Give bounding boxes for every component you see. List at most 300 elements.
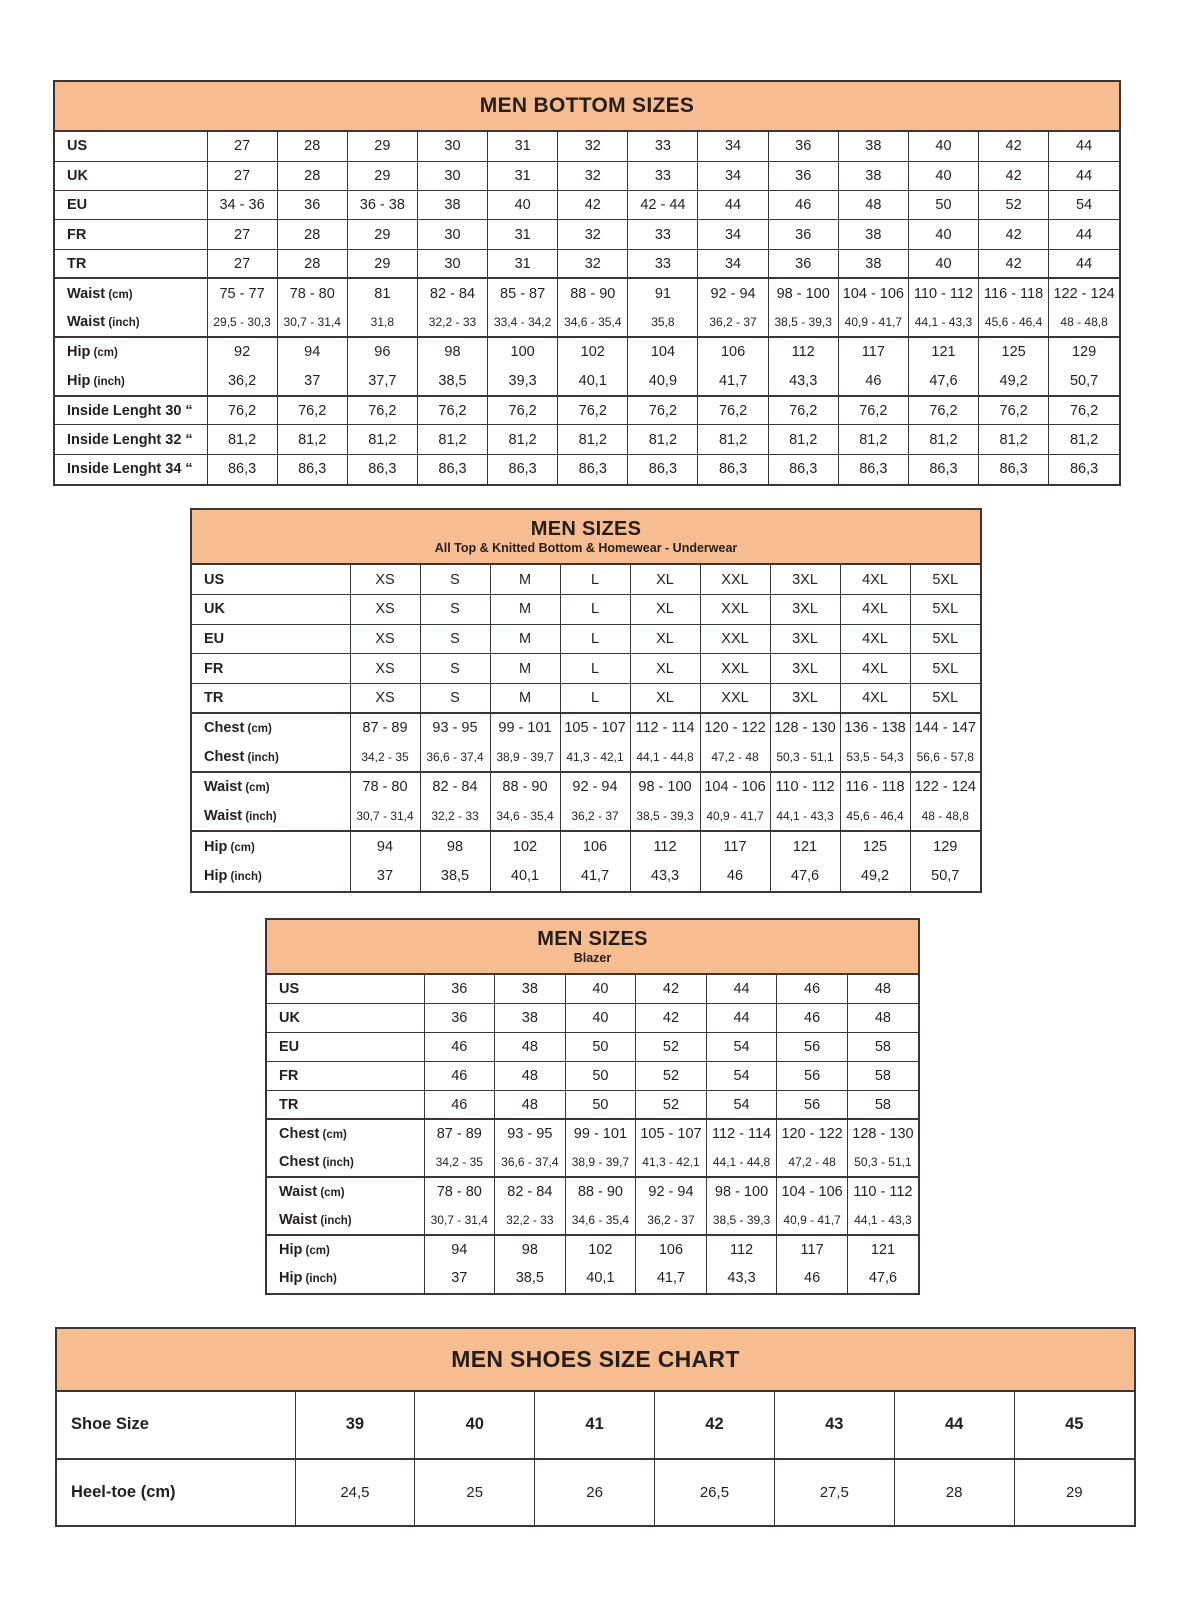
value-cell: 32,2 - 33 [417, 308, 487, 337]
value-cell: 86,3 [488, 454, 558, 483]
value-cell: 37,7 [347, 366, 417, 395]
value-cell: 86,3 [698, 454, 768, 483]
value-cell: 76,2 [207, 396, 277, 425]
value-cell: 58 [847, 1033, 918, 1062]
row-label: Hip (inch) [279, 1270, 337, 1287]
value-cell: 98 - 100 [706, 1177, 777, 1206]
value-cell: 31 [488, 132, 558, 161]
value-cell: 4XL [840, 654, 910, 684]
value-cell: 53,5 - 54,3 [840, 743, 910, 773]
value-cell: 102 [558, 337, 628, 366]
value-cell: 88 - 90 [565, 1177, 636, 1206]
value-cell: XXL [700, 565, 770, 595]
value-cell: M [490, 595, 560, 625]
value-cell: XXL [700, 683, 770, 713]
value-cell: 40,9 - 41,7 [777, 1206, 848, 1235]
value-cell: 104 - 106 [777, 1177, 848, 1206]
value-cell: 104 - 106 [700, 772, 770, 802]
value-cell: 46 [777, 1004, 848, 1033]
row-label: Hip (cm) [192, 831, 350, 861]
value-cell: 76,2 [698, 396, 768, 425]
value-cell: 54 [706, 1091, 777, 1120]
value-cell: 98 [495, 1235, 566, 1264]
table-row [192, 595, 980, 625]
value-cell: 98 - 100 [630, 772, 700, 802]
value-cell: 48 [495, 1062, 566, 1091]
value-cell: 98 - 100 [768, 278, 838, 307]
table-row [192, 743, 980, 773]
row-label: Waist (cm) [267, 1177, 424, 1206]
row-label-unit: (cm) [90, 347, 118, 360]
table-row [192, 772, 980, 802]
value-cell: 46 [777, 975, 848, 1004]
men-sizes-top-header [192, 510, 980, 565]
value-cell: 120 - 122 [777, 1119, 848, 1148]
row-label-unit: (inch) [90, 375, 125, 388]
value-cell: XL [630, 624, 700, 654]
value-cell: 50,7 [1049, 366, 1119, 395]
value-cell: 102 [565, 1235, 636, 1264]
value-cell: 38 [417, 191, 487, 220]
value-cell: 112 - 114 [706, 1119, 777, 1148]
value-cell: XS [350, 624, 420, 654]
value-cell: 92 [207, 337, 277, 366]
value-cell: 32 [558, 220, 628, 249]
value-cell: XL [630, 565, 700, 595]
value-cell: 44,1 - 43,3 [908, 308, 978, 337]
value-cell: 5XL [910, 683, 980, 713]
value-cell: 44 [706, 975, 777, 1004]
value-cell: L [560, 624, 630, 654]
table-row [192, 683, 980, 713]
row-label-unit: (inch) [242, 811, 277, 824]
value-cell: XS [350, 565, 420, 595]
value-cell: 24,5 [295, 1459, 415, 1526]
row-label: Chest (cm) [267, 1119, 424, 1148]
table-row [55, 337, 1119, 366]
value-cell: 44 [894, 1392, 1014, 1459]
value-cell: M [490, 683, 560, 713]
value-cell: 117 [700, 831, 770, 861]
table-title: MEN SIZES [530, 518, 642, 540]
value-cell: 33 [628, 132, 698, 161]
row-label: FR [192, 654, 350, 684]
value-cell: 121 [770, 831, 840, 861]
value-cell: 88 - 90 [490, 772, 560, 802]
table-row [267, 1062, 918, 1091]
value-cell: 5XL [910, 595, 980, 625]
value-cell: 86,3 [979, 454, 1049, 483]
row-label: Chest (inch) [279, 1154, 354, 1171]
men-sizes-blazer-table [265, 918, 920, 1295]
value-cell: 99 - 101 [565, 1119, 636, 1148]
value-cell: 42 [636, 1004, 707, 1033]
value-cell: 121 [908, 337, 978, 366]
value-cell: 37 [350, 861, 420, 891]
men-bottom-sizes-grid [55, 132, 1119, 484]
value-cell: 110 - 112 [770, 772, 840, 802]
value-cell: 39,3 [488, 366, 558, 395]
value-cell: 41,3 - 42,1 [636, 1148, 707, 1177]
value-cell: 31 [488, 220, 558, 249]
row-label-unit: (cm) [302, 1244, 330, 1257]
value-cell: 42 [655, 1392, 775, 1459]
table-row [192, 861, 980, 891]
value-cell: 30,7 - 31,4 [424, 1206, 495, 1235]
table-row [267, 1033, 918, 1062]
value-cell: 44 [1049, 249, 1119, 278]
value-cell: 56 [777, 1091, 848, 1120]
table-subtitle: All Top & Knitted Bottom & Homewear - Underwear [434, 541, 738, 555]
row-label: Waist (inch) [204, 808, 277, 825]
row-label: Chest (inch) [204, 748, 279, 765]
row-label: EU [192, 624, 350, 654]
value-cell: 28 [277, 132, 347, 161]
value-cell: 76,2 [908, 396, 978, 425]
value-cell: 40 [908, 249, 978, 278]
value-cell: 125 [840, 831, 910, 861]
row-label: Hip (cm) [55, 337, 207, 366]
value-cell: 4XL [840, 595, 910, 625]
table-row [55, 220, 1119, 249]
row-label: FR [267, 1062, 424, 1091]
row-label: US [67, 138, 88, 155]
value-cell: L [560, 565, 630, 595]
table-row [55, 396, 1119, 425]
value-cell: 34,6 - 35,4 [558, 308, 628, 337]
value-cell: 99 - 101 [490, 713, 560, 743]
row-label: UK [192, 595, 350, 625]
men-shoes-size-chart-table [55, 1327, 1136, 1527]
value-cell: 27 [207, 249, 277, 278]
value-cell: 86,3 [277, 454, 347, 483]
value-cell: 40,1 [558, 366, 628, 395]
row-label-unit: (inch) [105, 316, 140, 329]
value-cell: 50 [908, 191, 978, 220]
table-row [55, 308, 1119, 337]
value-cell: 38 [838, 132, 908, 161]
row-label-unit: (cm) [244, 723, 272, 736]
value-cell: 49,2 [840, 861, 910, 891]
row-label: Waist (cm) [192, 772, 350, 802]
value-cell: 46 [424, 1062, 495, 1091]
value-cell: 44 [706, 1004, 777, 1033]
value-cell: 36 [768, 249, 838, 278]
value-cell: 76,2 [979, 396, 1049, 425]
value-cell: 75 - 77 [207, 278, 277, 307]
value-cell: 44 [1049, 161, 1119, 190]
value-cell: 36 [768, 132, 838, 161]
value-cell: 81,2 [1049, 425, 1119, 454]
value-cell: 40 [908, 161, 978, 190]
value-cell: M [490, 654, 560, 684]
value-cell: 42 - 44 [628, 191, 698, 220]
value-cell: XXL [700, 654, 770, 684]
value-cell: 41,7 [560, 861, 630, 891]
value-cell: 81,2 [838, 425, 908, 454]
value-cell: 32 [558, 249, 628, 278]
value-cell: 81 [347, 278, 417, 307]
row-label-unit: (inch) [317, 1215, 352, 1228]
table-row [267, 1004, 918, 1033]
value-cell: 128 - 130 [847, 1119, 918, 1148]
table-row [55, 249, 1119, 278]
value-cell: 78 - 80 [277, 278, 347, 307]
value-cell: 30 [417, 249, 487, 278]
value-cell: 50,3 - 51,1 [770, 743, 840, 773]
value-cell: 42 [636, 975, 707, 1004]
table-row [267, 1091, 918, 1120]
value-cell: 86,3 [207, 454, 277, 483]
value-cell: 45 [1014, 1392, 1134, 1459]
value-cell: 81,2 [979, 425, 1049, 454]
value-cell: 32,2 - 33 [420, 802, 490, 832]
value-cell: 81,2 [277, 425, 347, 454]
value-cell: 34 [698, 132, 768, 161]
value-cell: 27 [207, 161, 277, 190]
value-cell: 40,1 [565, 1264, 636, 1293]
value-cell: 121 [847, 1235, 918, 1264]
table-row [55, 278, 1119, 307]
value-cell: 48 - 48,8 [910, 802, 980, 832]
row-label: Chest (cm) [192, 713, 350, 743]
value-cell: 76,2 [628, 396, 698, 425]
value-cell: 112 [706, 1235, 777, 1264]
value-cell: 48 [495, 1091, 566, 1120]
value-cell: 76,2 [768, 396, 838, 425]
row-label: Inside Lenght 32 “ [55, 425, 207, 454]
value-cell: 40 [565, 975, 636, 1004]
value-cell: 29 [347, 132, 417, 161]
value-cell: L [560, 683, 630, 713]
value-cell: 47,2 - 48 [700, 743, 770, 773]
value-cell: 81,2 [347, 425, 417, 454]
table-title: MEN BOTTOM SIZES [479, 94, 695, 117]
value-cell: 98 [420, 831, 490, 861]
value-cell: 86,3 [1049, 454, 1119, 483]
value-cell: 112 [768, 337, 838, 366]
table-title: MEN SIZES [537, 928, 648, 950]
value-cell: 34,6 - 35,4 [565, 1206, 636, 1235]
value-cell: 29 [1014, 1459, 1134, 1526]
value-cell: 86,3 [417, 454, 487, 483]
value-cell: 38,5 [417, 366, 487, 395]
value-cell: 52 [636, 1062, 707, 1091]
value-cell: 136 - 138 [840, 713, 910, 743]
value-cell: 29 [347, 220, 417, 249]
value-cell: 94 [277, 337, 347, 366]
value-cell: 52 [979, 191, 1049, 220]
value-cell: 52 [636, 1033, 707, 1062]
value-cell: 112 [630, 831, 700, 861]
value-cell: 27,5 [774, 1459, 894, 1526]
table-row [192, 654, 980, 684]
value-cell: 82 - 84 [495, 1177, 566, 1206]
row-label-unit: (cm) [319, 1129, 347, 1142]
value-cell: 122 - 124 [1049, 278, 1119, 307]
value-cell: 40 [908, 220, 978, 249]
value-cell: 110 - 112 [847, 1177, 918, 1206]
table-row [192, 565, 980, 595]
table-row [55, 191, 1119, 220]
table-row [267, 1119, 918, 1148]
value-cell: 78 - 80 [350, 772, 420, 802]
value-cell: 116 - 118 [979, 278, 1049, 307]
value-cell: L [560, 654, 630, 684]
value-cell: 43,3 [706, 1264, 777, 1293]
value-cell: M [490, 624, 560, 654]
table-row [192, 802, 980, 832]
value-cell: 105 - 107 [560, 713, 630, 743]
value-cell: 106 [636, 1235, 707, 1264]
value-cell: 44,1 - 43,3 [770, 802, 840, 832]
value-cell: 40 [415, 1392, 535, 1459]
value-cell: 36 [768, 161, 838, 190]
value-cell: 27 [207, 220, 277, 249]
value-cell: 3XL [770, 595, 840, 625]
value-cell: 46 [424, 1091, 495, 1120]
row-label: Inside Lenght 34 “ [55, 454, 207, 483]
value-cell: 26 [535, 1459, 655, 1526]
value-cell: 38 [495, 1004, 566, 1033]
value-cell: 81,2 [558, 425, 628, 454]
value-cell: 56 [777, 1062, 848, 1091]
row-label-unit: (inch) [227, 870, 262, 883]
table-row [55, 366, 1119, 395]
value-cell: 29,5 - 30,3 [207, 308, 277, 337]
value-cell: XL [630, 654, 700, 684]
value-cell: 58 [847, 1091, 918, 1120]
value-cell: 82 - 84 [420, 772, 490, 802]
value-cell: 31 [488, 249, 558, 278]
value-cell: 34,2 - 35 [424, 1148, 495, 1177]
value-cell: 40 [908, 132, 978, 161]
value-cell: 4XL [840, 565, 910, 595]
value-cell: 39 [295, 1392, 415, 1459]
value-cell: 38,5 [495, 1264, 566, 1293]
table-row [267, 1177, 918, 1206]
men-bottom-sizes-body [55, 132, 1119, 484]
value-cell: 34 [698, 220, 768, 249]
value-cell: 48 [847, 975, 918, 1004]
value-cell: XXL [700, 624, 770, 654]
value-cell: 38,5 - 39,3 [630, 802, 700, 832]
value-cell: 32 [558, 161, 628, 190]
value-cell: XL [630, 595, 700, 625]
value-cell: 36,2 [207, 366, 277, 395]
value-cell: 38 [838, 249, 908, 278]
value-cell: 33 [628, 249, 698, 278]
value-cell: 105 - 107 [636, 1119, 707, 1148]
value-cell: XXL [700, 595, 770, 625]
table-row [267, 1148, 918, 1177]
value-cell: 28 [277, 220, 347, 249]
men-sizes-top-table [190, 508, 982, 893]
men-bottom-sizes-table [53, 80, 1121, 486]
value-cell: 44 [1049, 132, 1119, 161]
table-row [57, 1459, 1134, 1526]
table-row [55, 132, 1119, 161]
value-cell: 35,8 [628, 308, 698, 337]
value-cell: 5XL [910, 654, 980, 684]
value-cell: 36 [424, 1004, 495, 1033]
value-cell: 29 [347, 249, 417, 278]
value-cell: 30 [417, 161, 487, 190]
value-cell: 85 - 87 [488, 278, 558, 307]
row-label-unit: (inch) [244, 751, 279, 764]
value-cell: 54 [706, 1033, 777, 1062]
men-shoes-body [57, 1392, 1134, 1525]
row-label: Waist (inch) [67, 313, 140, 330]
value-cell: S [420, 654, 490, 684]
value-cell: 46 [777, 1264, 848, 1293]
value-cell: 38,9 - 39,7 [565, 1148, 636, 1177]
row-label-unit: (cm) [105, 288, 133, 301]
value-cell: M [490, 565, 560, 595]
table-row [55, 425, 1119, 454]
value-cell: 81,2 [417, 425, 487, 454]
value-cell: 120 - 122 [700, 713, 770, 743]
row-label: FR [55, 220, 207, 249]
value-cell: 45,6 - 46,4 [979, 308, 1049, 337]
row-label: Heel-toe (cm) [57, 1459, 295, 1526]
value-cell: 3XL [770, 565, 840, 595]
men-sizes-top-grid [192, 565, 980, 891]
value-cell: 46 [700, 861, 770, 891]
value-cell: 3XL [770, 624, 840, 654]
value-cell: 36,6 - 37,4 [495, 1148, 566, 1177]
value-cell: 52 [636, 1091, 707, 1120]
value-cell: 38 [838, 220, 908, 249]
value-cell: 122 - 124 [910, 772, 980, 802]
value-cell: 44 [1049, 220, 1119, 249]
value-cell: S [420, 624, 490, 654]
value-cell: 144 - 147 [910, 713, 980, 743]
men-sizes-top-body [192, 565, 980, 891]
value-cell: 86,3 [628, 454, 698, 483]
value-cell: 44 [698, 191, 768, 220]
value-cell: 30,7 - 31,4 [350, 802, 420, 832]
value-cell: 112 - 114 [630, 713, 700, 743]
value-cell: 38,5 - 39,3 [706, 1206, 777, 1235]
value-cell: 5XL [910, 624, 980, 654]
table-row [57, 1392, 1134, 1459]
value-cell: 40 [565, 1004, 636, 1033]
men-shoes-grid [57, 1392, 1134, 1525]
value-cell: 30 [417, 220, 487, 249]
value-cell: 44,1 - 44,8 [706, 1148, 777, 1177]
value-cell: 29 [347, 161, 417, 190]
value-cell: 42 [558, 191, 628, 220]
value-cell: 43 [774, 1392, 894, 1459]
value-cell: 45,6 - 46,4 [840, 802, 910, 832]
value-cell: 106 [560, 831, 630, 861]
value-cell: 34 [698, 161, 768, 190]
value-cell: 76,2 [277, 396, 347, 425]
value-cell: 32 [558, 132, 628, 161]
value-cell: 48 [495, 1033, 566, 1062]
table-row [267, 1264, 918, 1293]
table-row [267, 1206, 918, 1235]
value-cell: 4XL [840, 624, 910, 654]
row-label: TR [267, 1091, 424, 1120]
men-sizes-blazer-header [267, 920, 918, 975]
row-label: EU [267, 1033, 424, 1062]
row-label-unit: (cm) [242, 782, 270, 795]
value-cell: 3XL [770, 654, 840, 684]
table-row [267, 1235, 918, 1264]
value-cell: 50,3 - 51,1 [847, 1148, 918, 1177]
